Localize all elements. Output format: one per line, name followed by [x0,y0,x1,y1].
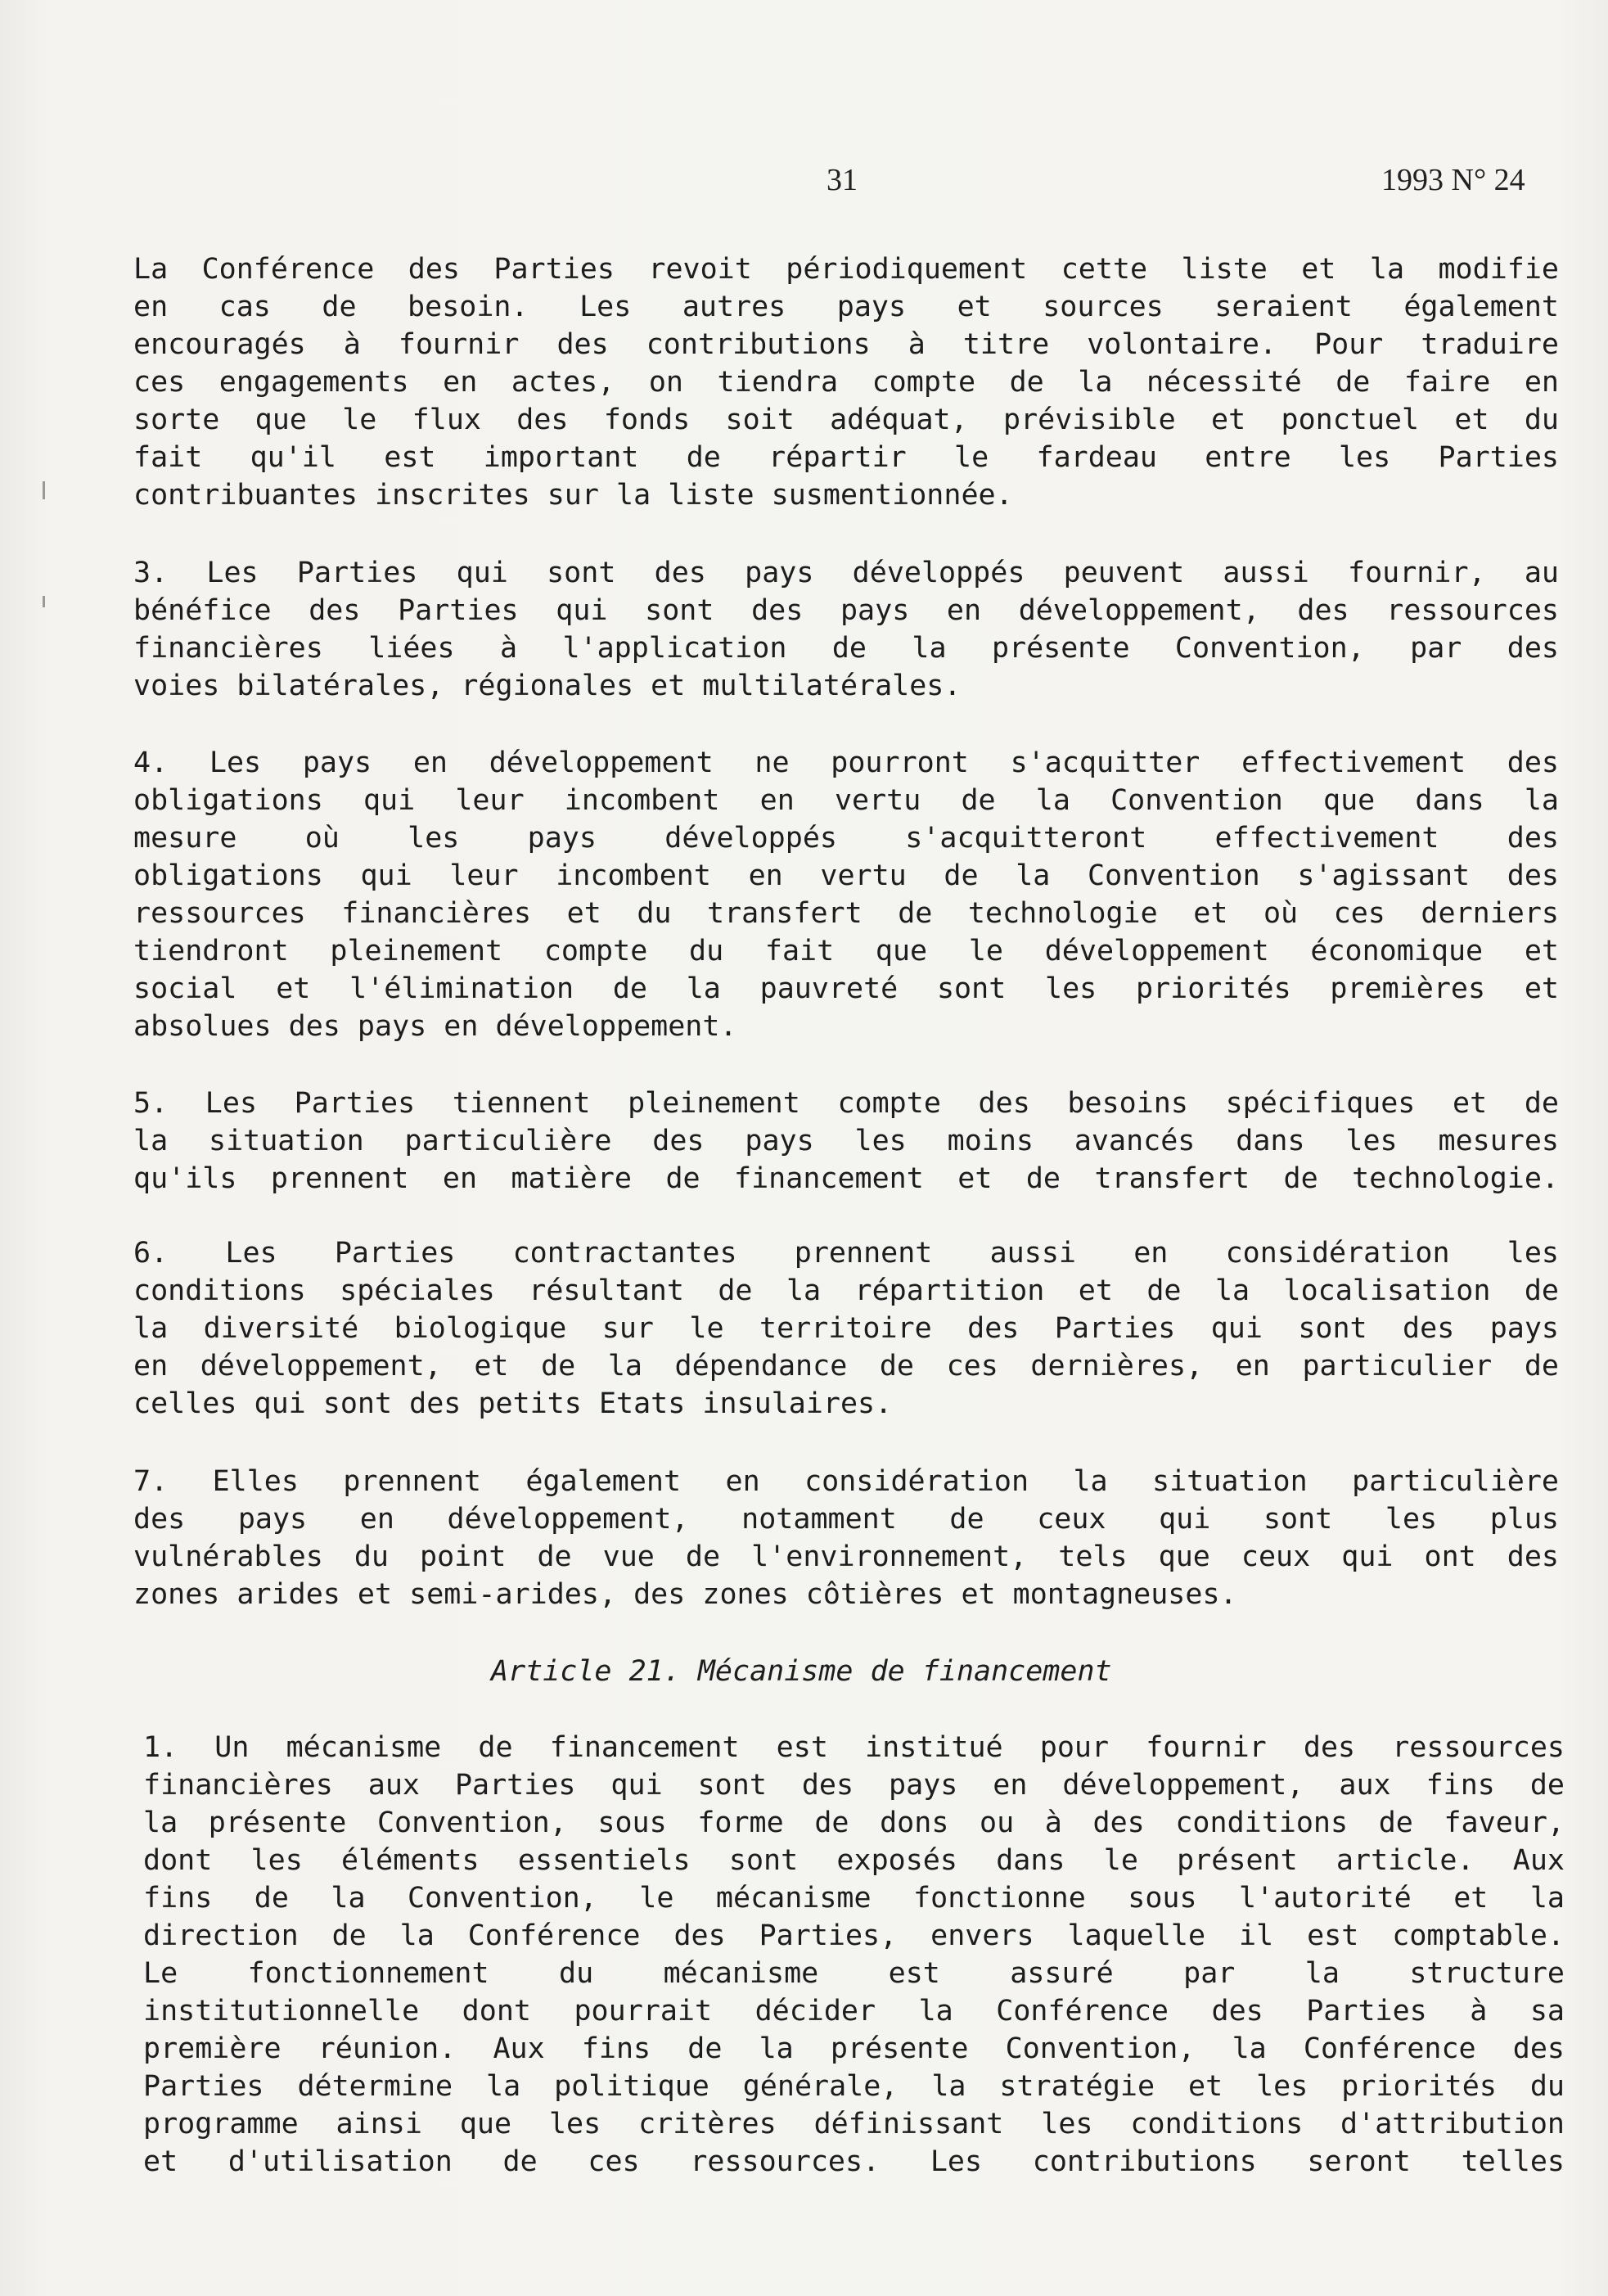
text-line: zones arides et semi-arides, des zones côtières et montagneuses. [133,1578,1237,1611]
text-line: social et l'élimination de la pauvreté sont les priorités premières et [133,972,1559,1005]
text-line: contribuantes inscrites sur la liste susmentionnée. [133,479,1013,512]
text-line: ressources financières et du transfert de technologie et où ces derniers [133,897,1559,930]
text-line: mesure où les pays développés s'acquitteront effectivement des [133,822,1559,855]
text-line: en cas de besoin. Les autres pays et sources seraient également [133,291,1559,323]
text-line: la situation particulière des pays les moins avancés dans les mesures [133,1125,1559,1157]
text-line: la diversité biologique sur le territoire des Parties qui sont des pays [133,1312,1559,1345]
text-line: bénéfice des Parties qui sont des pays en développement, des ressources [133,594,1559,627]
text-line: obligations qui leur incombent en vertu de la Convention que dans la [133,784,1559,817]
text-line: 1. Un mécanisme de financement est institué pour fournir des ressources [143,1731,1565,1764]
text-line: qu'ils prennent en matière de financement et de transfert de technologie. [133,1162,1559,1195]
text-line: programme ainsi que les critères définissant les conditions d'attribution [143,2108,1565,2140]
text-line: 7. Elles prennent également en considération la situation particulière [133,1465,1559,1498]
text-line: fait qu'il est important de répartir le fardeau entre les Parties [133,441,1559,474]
text-line: La Conférence des Parties revoit périodiquement cette liste et la modifie [133,253,1559,286]
text-line: 6. Les Parties contractantes prennent aussi en considération les [133,1237,1559,1270]
text-line: première réunion. Aux fins de la présente Convention, la Conférence des [143,2032,1565,2065]
article-21-paragraph-1 [143,1729,1565,2181]
text-line: fins de la Convention, le mécanisme fonctionne sous l'autorité et la [143,1882,1565,1915]
text-line: sorte que le flux des fonds soit adéquat, prévisible et ponctuel et du [133,404,1559,436]
text-line: financières aux Parties qui sont des pays en développement, aux fins de [143,1769,1565,1802]
text-line: absolues des pays en développement. [133,1010,737,1043]
text-line: 5. Les Parties tiennent pleinement compte des besoins spécifiques et de [133,1087,1559,1120]
text-line: encouragés à fournir des contributions à titre volontaire. Pour traduire [133,328,1559,361]
text-line: vulnérables du point de vue de l'environnement, tels que ceux qui ont des [133,1540,1559,1573]
publication-reference: 1993 N° 24 [1381,163,1525,197]
text-line: en développement, et de la dépendance de ces dernières, en particulier de [133,1350,1559,1383]
article-heading: Article 21. Mécanisme de financement [491,1655,1112,1688]
text-line: institutionnelle dont pourrait décider la Conférence des Parties à sa [143,1995,1565,2028]
paragraph-3 [133,554,1559,705]
text-line: voies bilatérales, régionales et multilatérales. [133,670,962,702]
text-line: Parties détermine la politique générale, la stratégie et les priorités du [143,2070,1565,2103]
paragraph-4 [133,744,1559,1045]
text-line: direction de la Conférence des Parties, envers laquelle il est comptable. [143,1919,1565,1952]
paragraph-5 [133,1085,1559,1198]
text-line: dont les éléments essentiels sont exposés dans le présent article. Aux [143,1844,1565,1877]
paragraph-continuation [133,250,1559,514]
text-line: Le fonctionnement du mécanisme est assuré par la structure [143,1957,1565,1990]
page-number: 31 [827,163,858,197]
text-line: 3. Les Parties qui sont des pays développés peuvent aussi fournir, au [133,557,1559,589]
text-line: et d'utilisation de ces ressources. Les contributions seront telles [143,2145,1565,2178]
margin-mark [43,596,45,607]
text-line: ces engagements en actes, on tiendra compte de la nécessité de faire en [133,366,1559,399]
paragraph-7 [133,1463,1559,1613]
margin-mark [43,481,45,499]
paragraph-6 [133,1234,1559,1423]
text-line: tiendront pleinement compte du fait que le développement économique et [133,935,1559,968]
text-line: des pays en développement, notamment de ceux qui sont les plus [133,1503,1559,1536]
text-line: financières liées à l'application de la présente Convention, par des [133,632,1559,665]
text-line: 4. Les pays en développement ne pourront s'acquitter effectivement des [133,747,1559,779]
text-line: conditions spéciales résultant de la répartition et de la localisation de [133,1274,1559,1307]
text-line: obligations qui leur incombent en vertu de la Convention s'agissant des [133,859,1559,892]
text-line: la présente Convention, sous forme de dons ou à des conditions de faveur, [143,1807,1565,1839]
text-line: celles qui sont des petits Etats insulaires. [133,1387,893,1420]
